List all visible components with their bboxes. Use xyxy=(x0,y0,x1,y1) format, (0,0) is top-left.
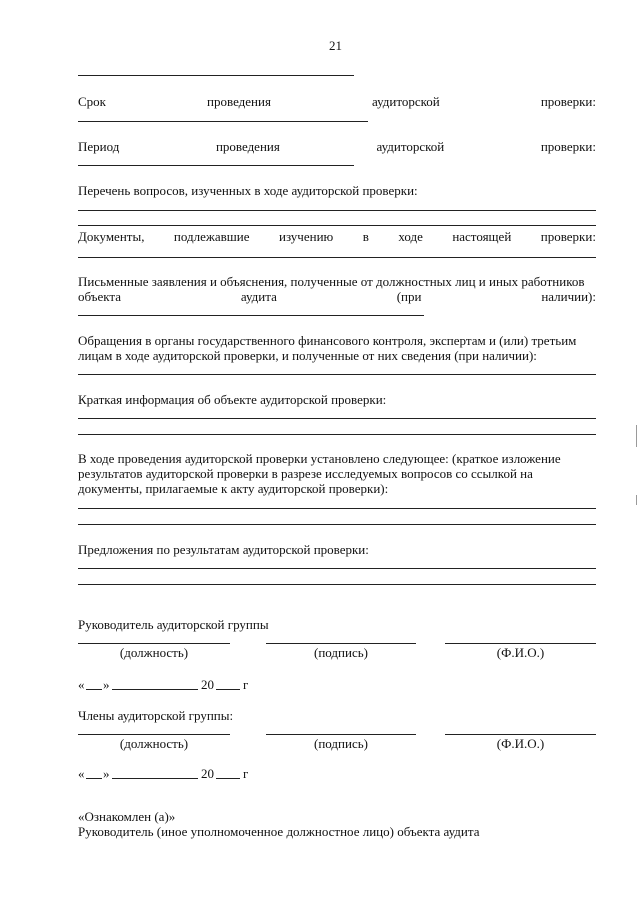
blank-line xyxy=(78,418,596,419)
audit-term-row xyxy=(78,94,596,109)
appeals-heading-continued: лицам в ходе аудиторской проверки, и полученные от них сведения (при наличии): xyxy=(78,348,537,363)
findings-heading: В ходе проведения аудиторской проверки установлено следующее: (краткое изложение xyxy=(78,451,561,466)
blank-line xyxy=(78,225,596,226)
word: настоящей xyxy=(452,229,512,244)
word: аудиторской xyxy=(372,94,440,109)
date-open-quote: « xyxy=(78,766,85,781)
acknowledgement-signer: Руководитель (иное уполномоченное должностное лицо) объекта аудита xyxy=(78,824,480,839)
audit-group-members-label: Члены аудиторской группы: xyxy=(78,708,234,723)
date-close-quote: » xyxy=(103,766,110,781)
word: ходе xyxy=(398,229,423,244)
word: Период xyxy=(78,139,120,154)
word: подлежавшие xyxy=(173,229,250,244)
word: в xyxy=(362,229,369,244)
signature-caption: (подпись) xyxy=(314,645,368,660)
blank-line xyxy=(78,434,596,435)
blank-line xyxy=(78,257,596,258)
signature-caption: (подпись) xyxy=(314,736,368,751)
day-blank xyxy=(86,689,102,690)
audit-period-field xyxy=(78,165,354,166)
word: проверки: xyxy=(540,229,596,244)
scan-edge-mark xyxy=(636,495,637,505)
word: проведения xyxy=(207,94,271,109)
questions-heading: Перечень вопросов, изученных в ходе аудиторской проверки: xyxy=(78,183,418,198)
object-info-heading: Краткая информация об объекте аудиторской проверки: xyxy=(78,392,387,407)
signature-line xyxy=(266,643,416,644)
month-blank xyxy=(112,689,198,690)
appeals-heading: Обращения в органы государственного финансового контроля, экспертам и (или) третьим xyxy=(78,333,577,348)
date-close-quote: » xyxy=(103,677,110,692)
page-number: 21 xyxy=(329,38,342,53)
statements-heading-continued xyxy=(78,289,596,304)
word: (при xyxy=(396,289,422,304)
date-year-suffix: г xyxy=(243,677,249,692)
blank-line xyxy=(78,568,596,569)
findings-heading-continued: результатов аудиторской проверки в разрезе исследуемых вопросов со ссылкой на xyxy=(78,466,533,481)
position-caption: (должность) xyxy=(119,736,189,751)
name-line xyxy=(445,734,596,735)
documents-heading xyxy=(78,229,596,244)
month-blank xyxy=(112,778,198,779)
position-line xyxy=(78,643,230,644)
blank-line xyxy=(78,75,354,76)
word: объекта xyxy=(78,289,122,304)
position-line xyxy=(78,734,230,735)
name-caption: (Ф.И.О.) xyxy=(496,645,545,660)
blank-line xyxy=(78,508,596,509)
blank-line xyxy=(78,524,596,525)
word: аудита xyxy=(240,289,277,304)
date-year-suffix: г xyxy=(243,766,249,781)
audit-period-row xyxy=(78,139,596,154)
day-blank xyxy=(86,778,102,779)
word: наличии): xyxy=(541,289,596,304)
position-caption: (должность) xyxy=(119,645,189,660)
date-year-prefix: 20 xyxy=(201,766,214,781)
word: проверки: xyxy=(540,94,596,109)
date-open-quote: « xyxy=(78,677,85,692)
word: аудиторской xyxy=(376,139,445,154)
statements-heading: Письменные заявления и объяснения, полученные от должностных лиц и иных работников xyxy=(78,274,585,289)
name-caption: (Ф.И.О.) xyxy=(496,736,545,751)
acknowledgement-mark: «Ознакомлен (а)» xyxy=(78,809,176,824)
proposals-heading: Предложения по результатам аудиторской проверки: xyxy=(78,542,369,557)
blank-line xyxy=(78,315,424,316)
year-blank xyxy=(216,778,240,779)
word: проверки: xyxy=(540,139,596,154)
signature-line xyxy=(266,734,416,735)
date-year-prefix: 20 xyxy=(201,677,214,692)
blank-line xyxy=(78,374,596,375)
word: изучению xyxy=(278,229,334,244)
audit-group-head-label: Руководитель аудиторской группы xyxy=(78,617,269,632)
word: Документы, xyxy=(78,229,145,244)
blank-line xyxy=(78,584,596,585)
findings-heading-continued: документы, прилагаемые к акту аудиторской проверки): xyxy=(78,481,389,496)
blank-line xyxy=(78,210,596,211)
word: Срок xyxy=(78,94,106,109)
audit-term-field xyxy=(78,121,368,122)
name-line xyxy=(445,643,596,644)
scan-edge-mark xyxy=(636,425,637,447)
year-blank xyxy=(216,689,240,690)
word: проведения xyxy=(215,139,280,154)
